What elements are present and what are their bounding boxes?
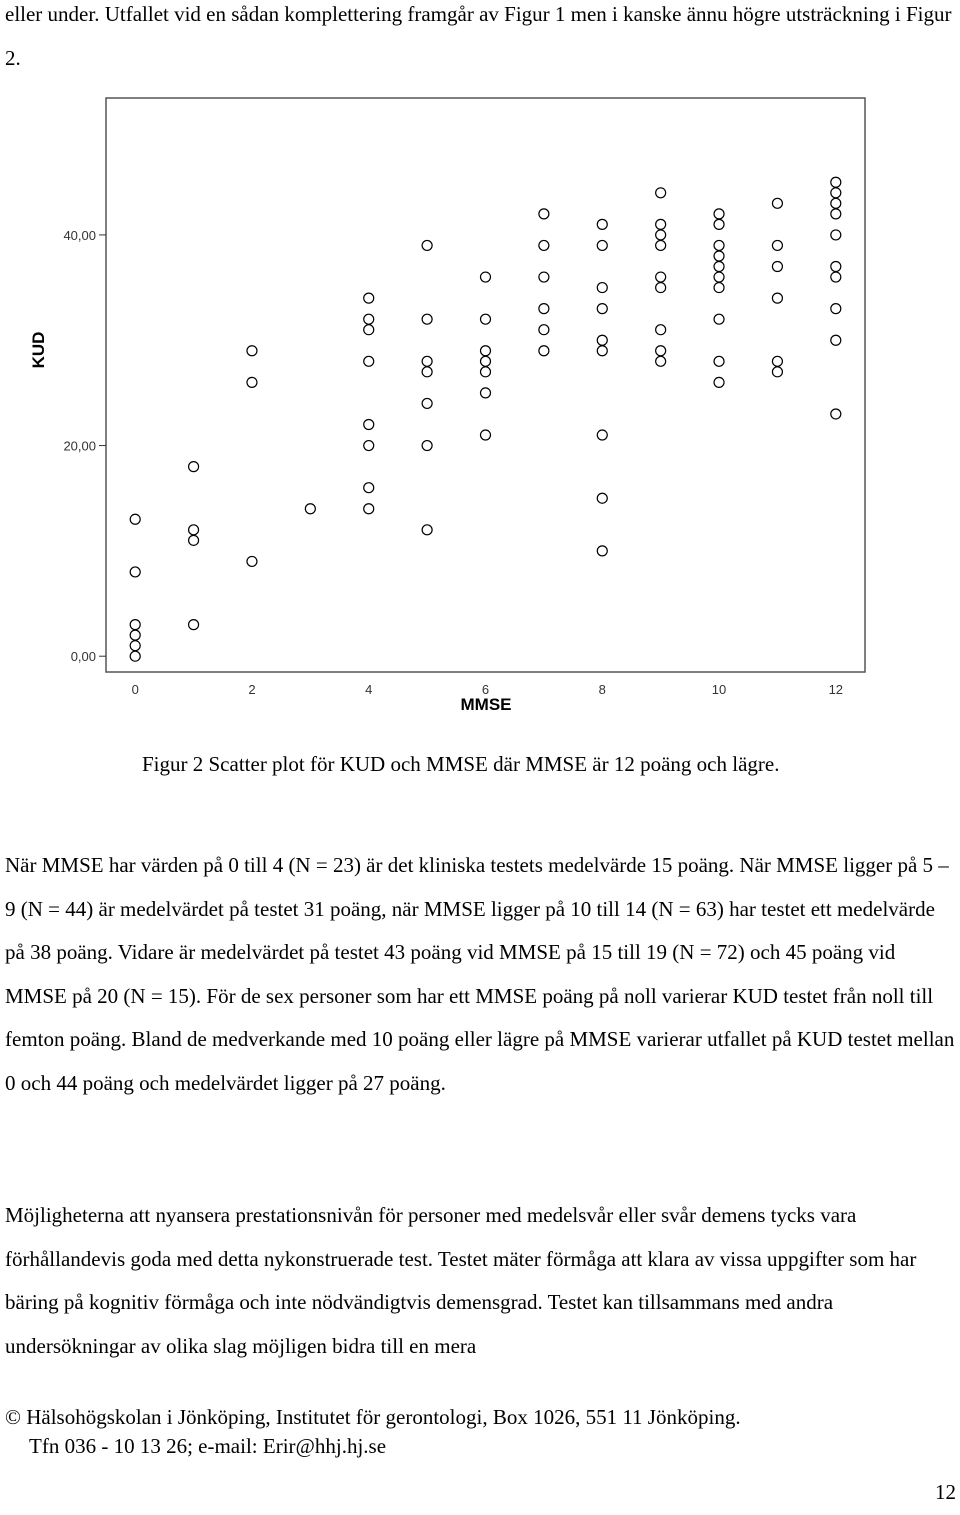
x-tick-label: 6	[481, 682, 490, 697]
footer-contact: Tfn 036 - 10 13 26; e-mail: Erir@hhj.hj.se	[29, 1434, 387, 1458]
intro-paragraph: eller under. Utfallet vid en sådan komplettering framgår av Figur 1 men i kanske ännu högre utsträckning i Figur 2.	[5, 2, 952, 70]
body-paragraph-1: När MMSE har värden på 0 till 4 (N = 23) är det kliniska testets medelvärde 15 poäng. När MMSE ligger på 5 – 9 (N = 44) är medelvärdet på testet 31 poäng, när MMSE ligger på 10 till 14 (N = 63) har testet ett medelvärde på 38 poäng. Vidare är medelvärdet på testet 43 poäng vid MMSE på 15 till 19 (N = 72) och 45 poäng vid MMSE på 20 (N = 15). För de sex personer som har ett MMSE poäng på noll varierar KUD testet från noll till femton poäng. Bland de medverkande med 10 poäng eller lägre på MMSE varierar utfallet på KUD testet mellan 0 och 44 poäng och medelvärdet ligger på 27 poäng.	[5, 853, 955, 1095]
footer	[5, 1403, 741, 1461]
y-axis	[63, 228, 106, 664]
y-tick-label: 40,00	[63, 227, 96, 243]
x-tick-label: 10	[711, 682, 727, 697]
body-paragraph-2: Möjligheterna att nyansera prestationsnivån för personer med medelsvår eller svår demens tycks vara förhållandevis goda med detta nykonstruerade test. Testet mäter förmåga att klara av vissa uppgifter som har bäring på kognitiv förmåga och inte nödvändigtvis demensgrad. Testet kan tillsammans med andra undersökningar av olika slag möjligen bidra till en mera	[5, 1203, 917, 1358]
plot-area	[106, 98, 865, 672]
y-tick-label: 0,00	[70, 649, 96, 665]
x-tick-label: 4	[365, 682, 373, 697]
x-tick-label: 2	[248, 682, 256, 697]
footer-address: © Hälsohögskolan i Jönköping, Institutet för gerontologi, Box 1026, 551 11 Jönköping.	[5, 1405, 741, 1429]
figure-caption: Figur 2 Scatter plot för KUD och MMSE där MMSE är 12 poäng och lägre.	[142, 752, 780, 776]
x-tick-label: 0	[131, 682, 139, 697]
scatter-plot	[0, 90, 960, 720]
y-axis-title: KUD	[29, 331, 48, 369]
x-axis-title: MMSE	[460, 695, 512, 714]
x-tick-label: 8	[598, 682, 606, 697]
x-tick-label: 12	[828, 682, 844, 697]
y-tick-label: 20,00	[63, 438, 96, 454]
page-number: 12	[935, 1480, 956, 1504]
